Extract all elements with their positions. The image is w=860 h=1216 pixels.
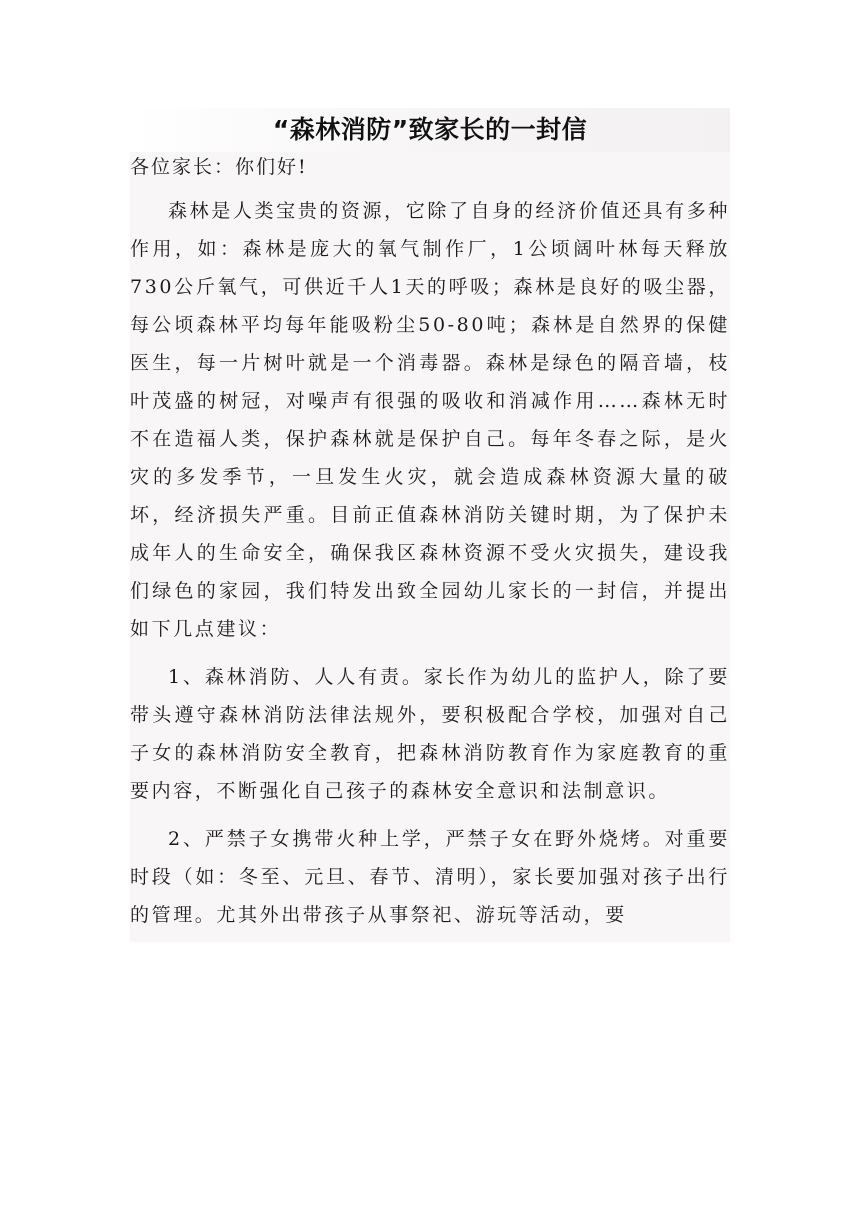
letter-page <box>130 108 730 942</box>
letter-body <box>130 152 730 942</box>
paragraph-suggestion-2: 2、严禁子女携带火种上学，严禁子女在野外烧烤。对重要时段（如：冬至、元旦、春节、清明），家长要加强对孩子出行的管理。尤其外出带孩子从事祭祀、游玩等活动，要 <box>130 828 730 926</box>
paragraph-intro: 森林是人类宝贵的资源，它除了自身的经济价值还具有多种作用，如：森林是庞大的氧气制作厂，1公顷阔叶林每天释放730公斤氧气，可供近千人1天的呼吸；森林是良好的吸尘器，每公顷森林平均每年能吸粉尘50-80吨；森林是自然界的保健医生，每一片树叶就是一个消毒器。森林是绿色的隔音墙，枝叶茂盛的树冠，对噪声有很强的吸收和消减作用……森林无时不在造福人类，保护森林就是保护自己。每年冬春之际，是火灾的多发季节，一旦发生火灾，就会造成森林资源大量的破坏，经济损失严重。目前正值森林消防关键时期，为了保护未成年人的生命安全，确保我区森林资源不受火灾损失，建设我们绿色的家园，我们特发出致全园幼儿家长的一封信，并提出如下几点建议： <box>130 200 730 640</box>
paragraph-suggestion-1: 1、森林消防、人人有责。家长作为幼儿的监护人，除了要带头遵守森林消防法律法规外，要积极配合学校，加强对自己子女的森林消防安全教育，把森林消防教育作为家庭教育的重要内容，不断强化自己孩子的森林安全意识和法制意识。 <box>130 666 730 802</box>
letter-title: “森林消防”致家长的一封信 <box>130 108 730 152</box>
letter-greeting: 各位家长：你们好! <box>130 156 308 178</box>
